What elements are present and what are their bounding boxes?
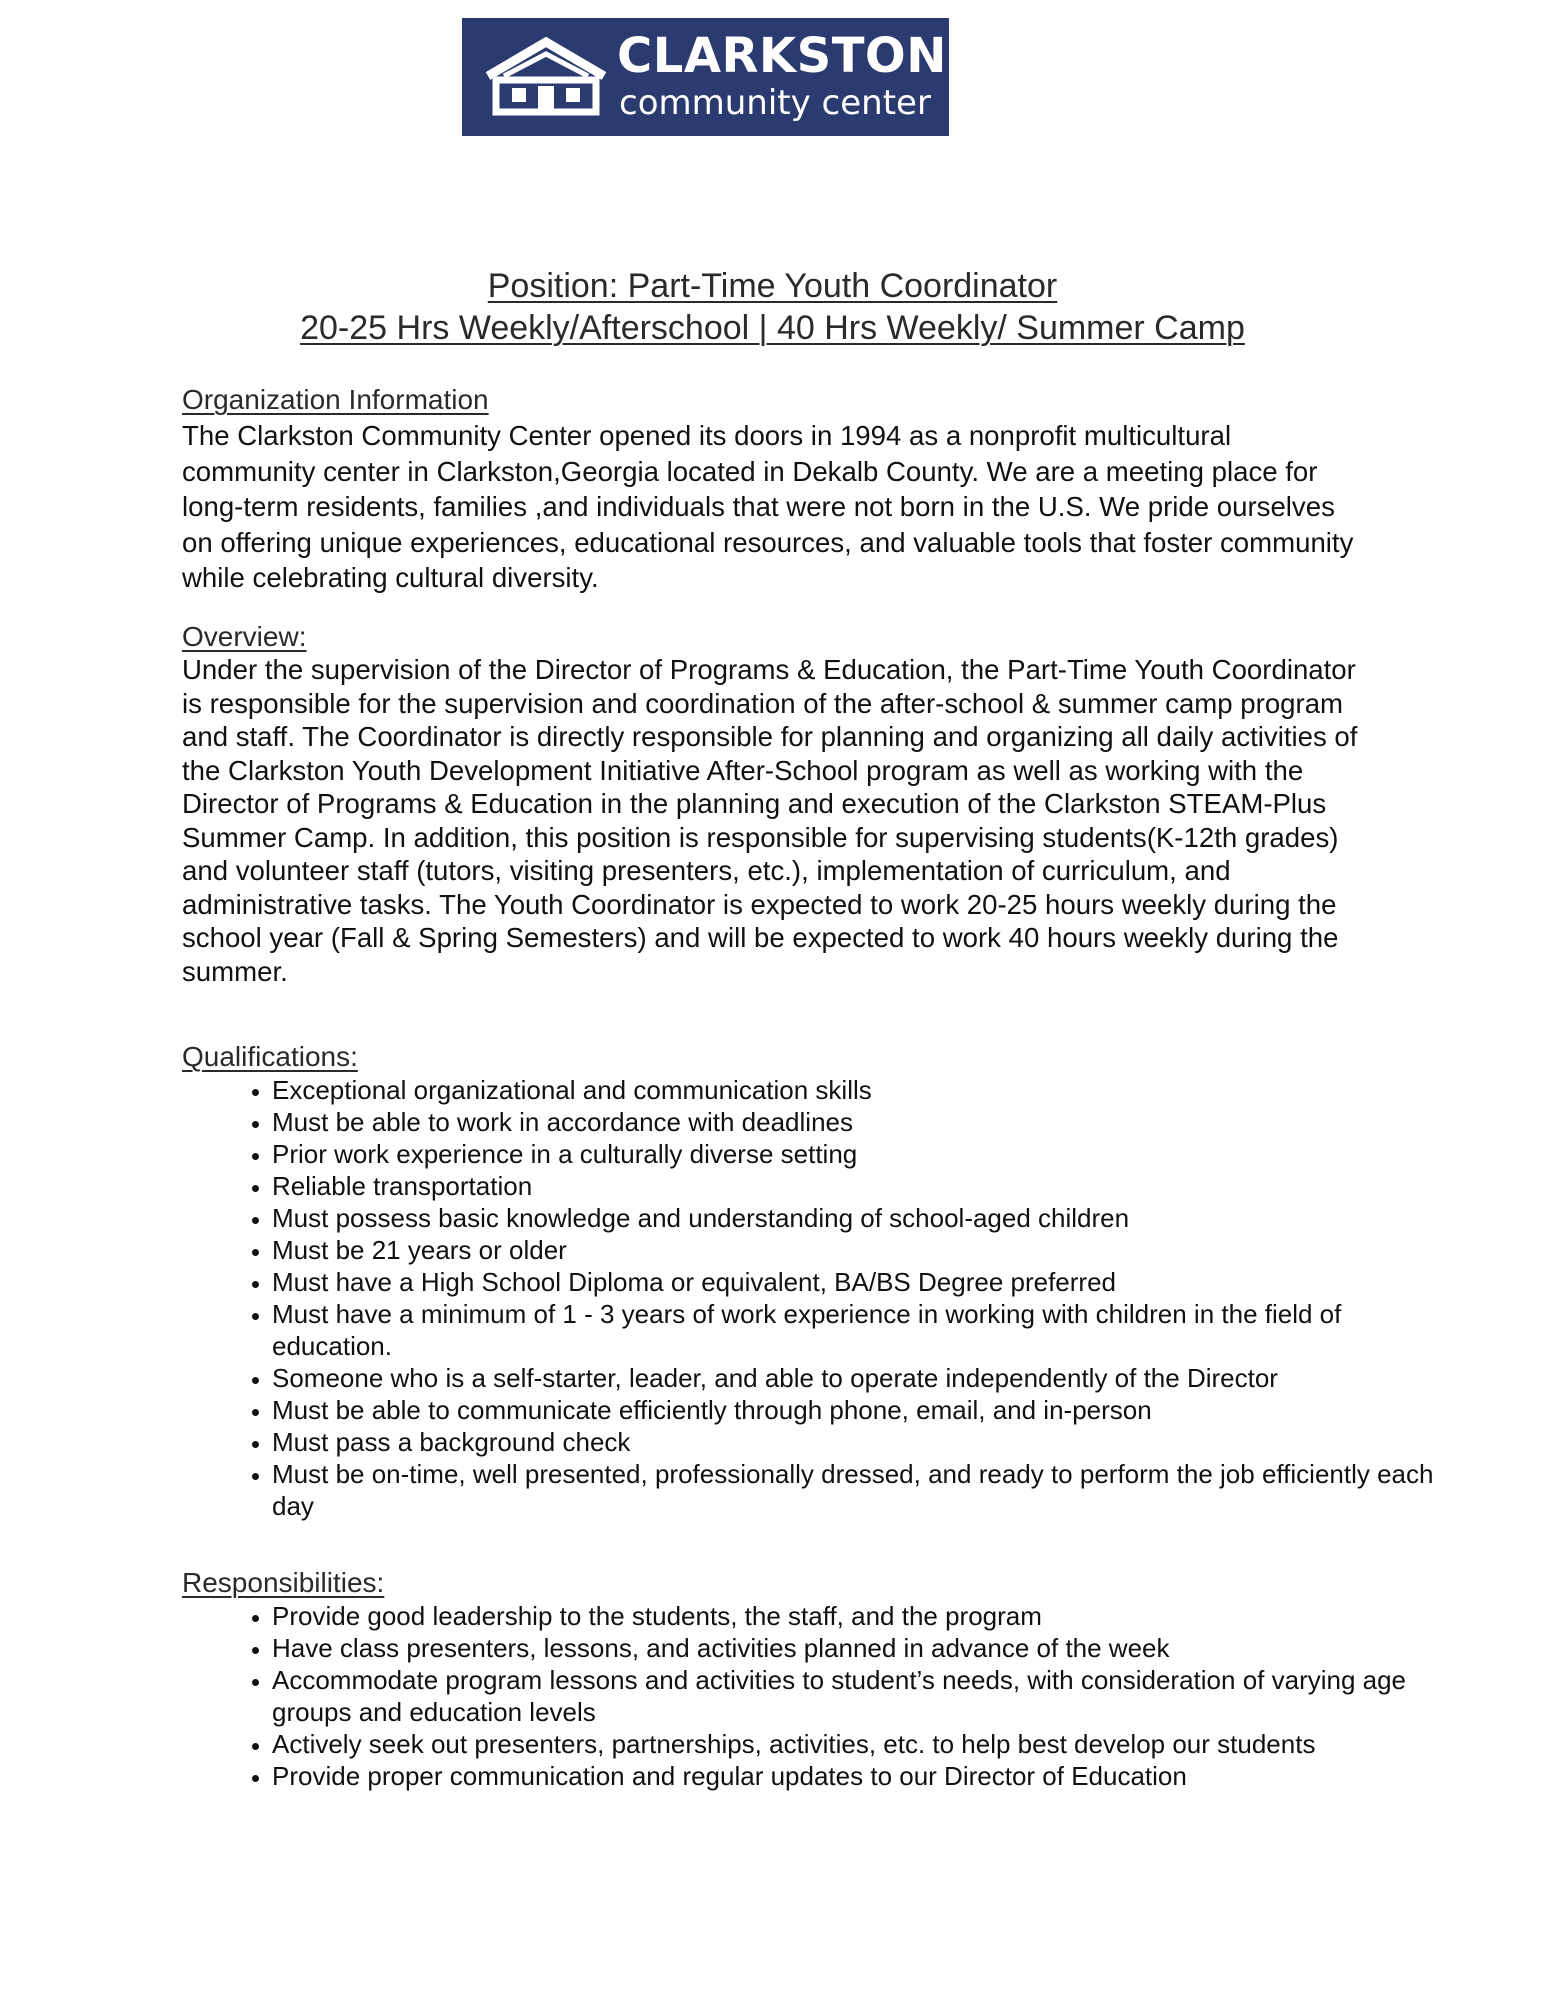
qualifications-list bbox=[182, 1074, 1452, 1522]
list-item: • Have class presenters, lessons, and activities planned in advance of the week bbox=[272, 1632, 1452, 1664]
list-item: • Must be able to work in accordance with deadlines bbox=[272, 1106, 1452, 1138]
list-item: • Exceptional organizational and communication skills bbox=[272, 1074, 1452, 1106]
list-item: • Must be on-time, well presented, professionally dressed, and ready to perform the job efficiently each day bbox=[272, 1458, 1452, 1522]
overview-heading: Overview: bbox=[182, 621, 307, 652]
logo-name-line2: community center bbox=[619, 83, 931, 123]
position-title: Position: Part-Time Youth Coordinator bbox=[487, 267, 1058, 305]
organization-heading: Organization Information bbox=[182, 384, 489, 415]
responsibilities-heading: Responsibilities: bbox=[182, 1567, 385, 1598]
logo-banner bbox=[462, 18, 949, 136]
qualifications-heading: Qualifications: bbox=[182, 1041, 358, 1072]
list-item: • Must be 21 years or older bbox=[272, 1234, 1452, 1266]
list-item: • Must have a High School Diploma or equivalent, BA/BS Degree preferred bbox=[272, 1266, 1452, 1298]
list-item: • Must be able to communicate efficiently through phone, email, and in-person bbox=[272, 1394, 1452, 1426]
responsibilities-list bbox=[182, 1600, 1452, 1792]
list-item: • Accommodate program lessons and activities to student’s needs, with consideration of varying age groups and education levels bbox=[272, 1664, 1452, 1728]
organization-text: The Clarkston Community Center opened its doors in 1994 as a nonprofit multicultural community center in Clarkston,Georgia located in Dekalb County. We are a meeting place for long-term residents, families ,and individuals that were not born in the U.S. We pride ourselves on offering unique experiences, educational resources, and valuable tools that foster community while celebrating cultural diversity. bbox=[182, 420, 1354, 593]
list-item: • Must have a minimum of 1 - 3 years of work experience in working with children in the field of education. bbox=[272, 1298, 1452, 1362]
list-item: • Prior work experience in a culturally diverse setting bbox=[272, 1138, 1452, 1170]
logo-name-line1: CLARKSTON bbox=[617, 28, 947, 84]
list-item: • Provide good leadership to the students, the staff, and the program bbox=[272, 1600, 1452, 1632]
overview-text: Under the supervision of the Director of Programs & Education, the Part-Time Youth Coordinator is responsible for the supervision and coordination of the after-school & summer camp program and staff. The Coordinator is directly responsible for planning and organizing all daily activities of the Clarkston Youth Development Initiative After-School program as well as working with the Director of Programs & Education in the planning and execution of the Clarkston STEAM-Plus Summer Camp. In addition, this position is responsible for supervising students(K-12th grades) and volunteer staff (tutors, visiting presenters, etc.), implementation of curriculum, and administrative tasks. The Youth Coordinator is expected to work 20-25 hours weekly during the school year (Fall & Spring Semesters) and will be expected to work 40 hours weekly during the summer. bbox=[182, 654, 1358, 987]
position-hours: 20-25 Hrs Weekly/Afterschool | 40 Hrs Weekly/ Summer Camp bbox=[300, 309, 1245, 347]
list-item: • Actively seek out presenters, partnerships, activities, etc. to help best develop our students bbox=[272, 1728, 1452, 1760]
list-item: • Must possess basic knowledge and understanding of school-aged children bbox=[272, 1202, 1452, 1234]
list-item: • Reliable transportation bbox=[272, 1170, 1452, 1202]
page-title bbox=[0, 265, 1545, 349]
list-item: • Someone who is a self-starter, leader, and able to operate independently of the Director bbox=[272, 1362, 1452, 1394]
house-outline-icon bbox=[482, 36, 610, 116]
list-item: • Provide proper communication and regular updates to our Director of Education bbox=[272, 1760, 1452, 1792]
list-item: • Must pass a background check bbox=[272, 1426, 1452, 1458]
